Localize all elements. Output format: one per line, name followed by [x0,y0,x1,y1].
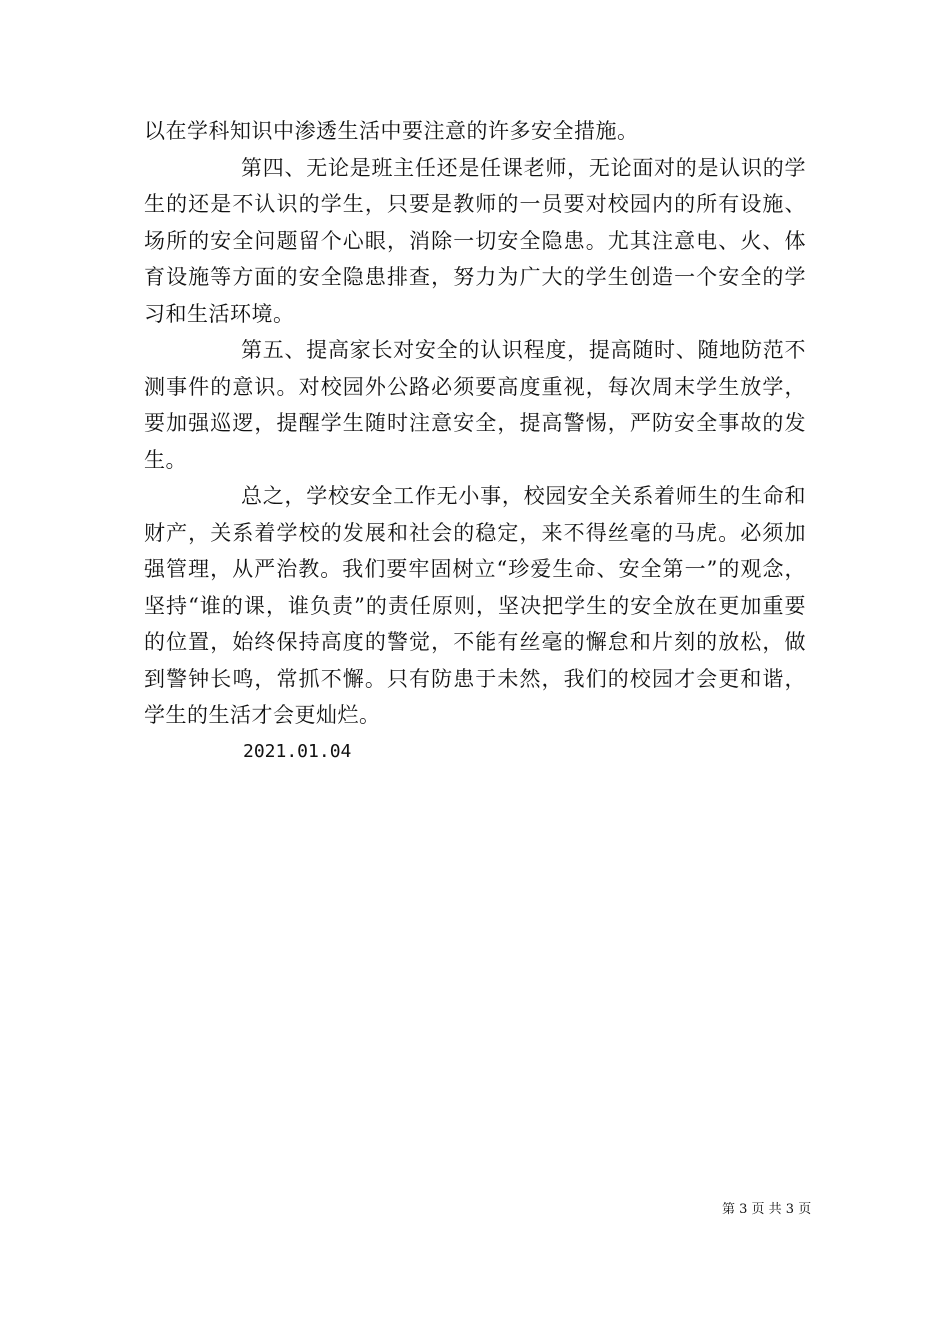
paragraph-conclusion: 总之，学校安全工作无小事，校园安全关系着师生的生命和财产，关系着学校的发展和社会的稳定，来不得丝毫的马虎。必须加强管理，从严治教。我们要牢固树立“珍爱生命、安全第一”的观念，坚持“谁的课，谁负责”的责任原则，坚决把学生的安全放在更加重要的位置，始终保持高度的警觉，不能有丝毫的懈怠和片刻的放松，做到警钟长鸣，常抓不懈。只有防患于未然，我们的校园才会更和谐，学生的生活才会更灿烂。 [144,484,806,727]
document-body [144,113,806,770]
document-date: 2021.01.04 [243,740,352,762]
paragraph-point-five: 第五、提高家长对安全的认识程度，提高随时、随地防范不测事件的意识。对校园外公路必须要高度重视，每次周末学生放学，要加强巡逻，提醒学生随时注意安全，提高警惕，严防安全事故的发生。 [144,338,806,472]
paragraph-continuation: 以在学科知识中渗透生活中要注意的许多安全措施。 [144,119,639,143]
page-number-footer: 第 3 页 共 3 页 [722,1202,812,1217]
paragraph-point-four: 第四、无论是班主任还是任课老师，无论面对的是认识的学生的还是不认识的学生，只要是教师的一员要对校园内的所有设施、场所的安全问题留个心眼，消除一切安全隐患。尤其注意电、火、体育设施等方面的安全隐患排查，努力为广大的学生创造一个安全的学习和生活环境。 [144,155,806,326]
